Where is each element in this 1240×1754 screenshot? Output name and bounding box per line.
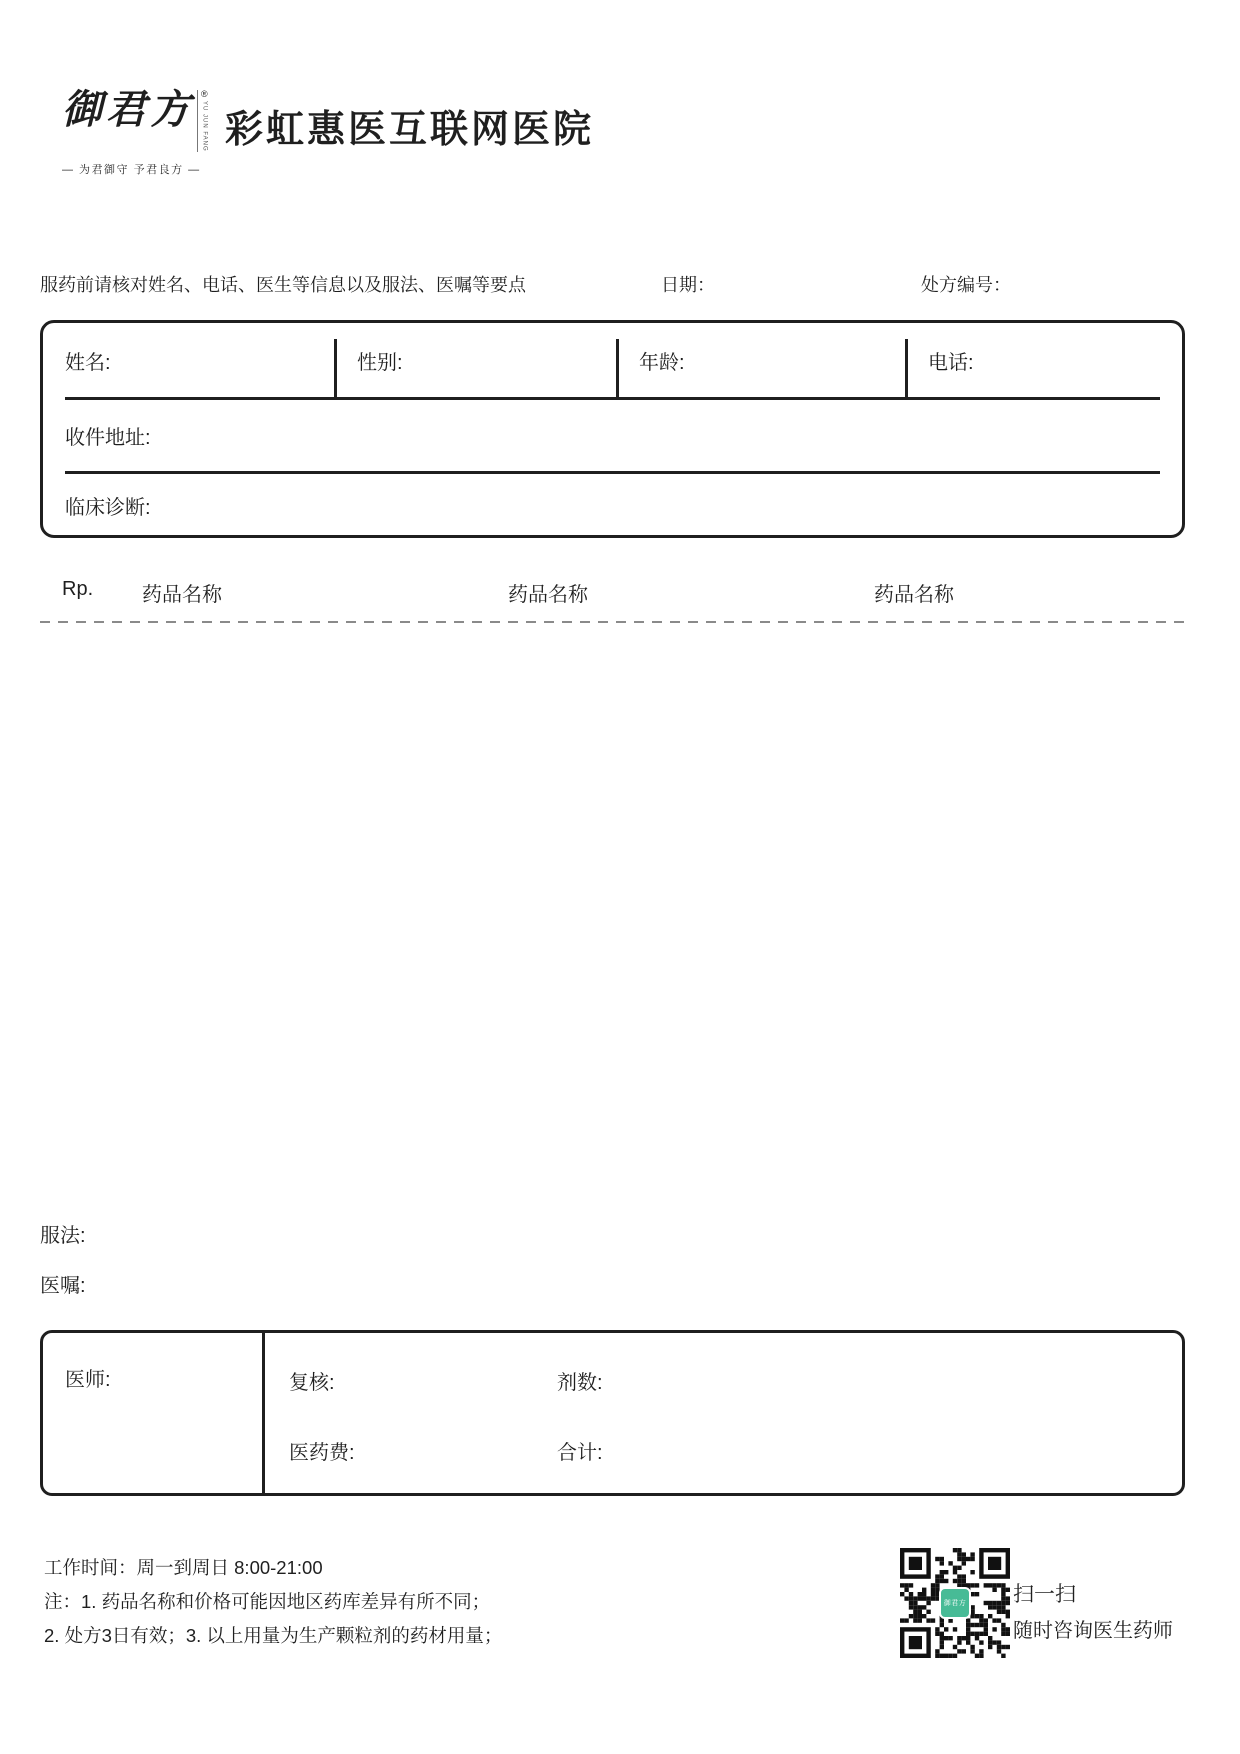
rp-header-row [40, 578, 1185, 604]
total-label: 合计: [557, 1442, 603, 1464]
prescription-number-label: 处方编号： [921, 275, 1011, 295]
footer-notes [44, 1551, 502, 1653]
qr-code [900, 1548, 1010, 1658]
patient-info-box [40, 320, 1185, 538]
brand-logo-romanization: YU JUN FANG [201, 101, 208, 152]
verification-notice: 服药前请核对姓名、电话、医生等信息以及服法、医嘱等要点 [40, 275, 526, 295]
brand-logo-side [197, 90, 208, 152]
footer-note-line-1: 注：1. 药品名称和价格可能因地区药库差异有所不同； [44, 1591, 491, 1612]
patient-name-label: 姓名: [65, 351, 111, 374]
medicine-fee-label: 医药费: [289, 1442, 355, 1464]
shipping-address-label: 收件地址: [65, 427, 151, 449]
qr-center-logo: 御君方 [939, 1587, 971, 1619]
drug-name-column-header-1: 药品名称 [142, 584, 222, 606]
registered-trademark-icon: ® [201, 89, 208, 99]
rp-label: Rp. [62, 578, 94, 600]
patient-gender-label: 性别: [357, 351, 403, 374]
doctor-signature-cell [43, 1333, 265, 1493]
doctor-label: 医师: [65, 1369, 111, 1391]
brand-logo-text: 御君方 [62, 86, 194, 133]
qr-scan-caption: 扫一扫 [1013, 1583, 1076, 1606]
patient-age-field [617, 323, 906, 397]
brand-logo [62, 86, 208, 177]
patient-name-field [43, 323, 335, 397]
reviewer-label: 复核: [289, 1372, 335, 1394]
dose-count-label: 剂数: [557, 1372, 603, 1394]
brand-tagline: — 为君御守 予君良方 — [62, 163, 201, 176]
patient-age-label: 年龄: [639, 351, 685, 374]
clinical-diagnosis-label: 临床诊断: [65, 496, 151, 519]
usage-instructions-label: 服法: [40, 1225, 86, 1247]
work-hours-note: 工作时间：周一到周日 8:00-21:00 [44, 1557, 323, 1578]
hospital-name-title: 彩虹惠医互联网医院 [225, 109, 595, 151]
doctor-advice-label: 医嘱: [40, 1275, 86, 1297]
drug-name-column-header-2: 药品名称 [508, 584, 588, 606]
drug-name-column-header-3: 药品名称 [874, 584, 954, 606]
notice-row [40, 271, 1185, 295]
qr-consult-caption: 随时咨询医生药师 [1013, 1620, 1173, 1642]
patient-phone-label: 电话: [928, 351, 974, 374]
clinical-diagnosis-field [43, 474, 1182, 536]
patient-phone-field [906, 323, 1182, 397]
date-label: 日期： [661, 275, 715, 295]
footer-note-line-2: 2. 处方3日有效；3. 以上用量为生产颗粒剂的药材用量； [44, 1625, 503, 1646]
review-and-fee-cell [265, 1333, 1182, 1493]
shipping-address-field [43, 400, 1182, 471]
patient-gender-field [335, 323, 617, 397]
rp-dashed-separator [40, 621, 1185, 623]
signoff-box [40, 1330, 1185, 1496]
patient-identity-row [43, 323, 1182, 397]
